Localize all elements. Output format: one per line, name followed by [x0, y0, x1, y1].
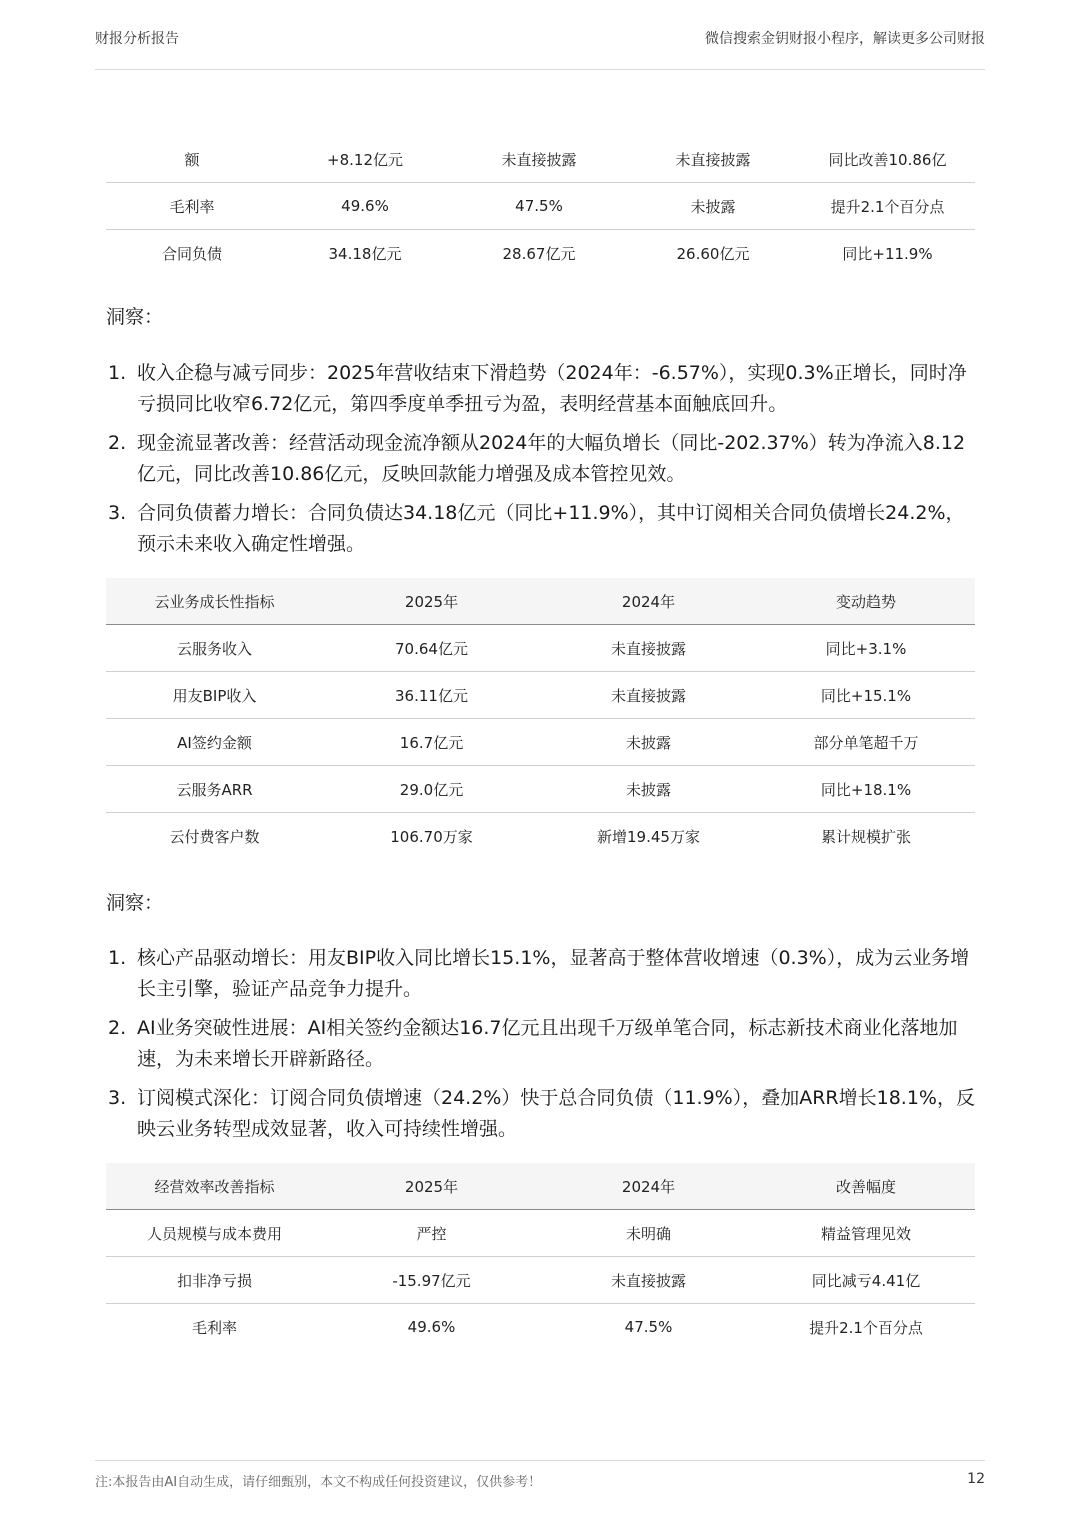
- table-cell: 49.6%: [278, 183, 452, 230]
- insights-list: [106, 943, 976, 1153]
- table-cell: 未明确: [540, 1210, 757, 1257]
- table-cell: 同比+11.9%: [842, 244, 933, 263]
- column-header: 云业务成长性指标: [106, 578, 323, 625]
- column-header: 2024年: [540, 1163, 757, 1210]
- table-cell: 同比+15.1%: [757, 672, 975, 719]
- header-divider: [95, 69, 985, 70]
- table-cell: -15.97亿元: [323, 1257, 540, 1304]
- list-number: 1.: [108, 362, 127, 384]
- table-cell: 同比+18.1%: [757, 766, 975, 813]
- table-cell: 未直接披露: [540, 625, 757, 672]
- table-cell: 云服务收入: [106, 625, 323, 672]
- list-text: 订阅模式深化：订阅合同负债增速（24.2%）快于总合同负债（11.9%），叠加ARR增长18.1%，反映云业务转型成效显著，收入可持续性增强。: [137, 1087, 975, 1140]
- table-cell: 云付费客户数: [169, 827, 260, 846]
- list-text: 收入企稳与减亏同步：2025年营收结束下滑趋势（2024年：-6.57%），实现0.3%正增长，同时净亏损同比收窄6.72亿元，第四季度单季扭亏为盈，表明经营基本面触底回升。: [137, 362, 967, 415]
- table-cell: 扣非净亏损: [106, 1257, 323, 1304]
- table-cell: 合同负债: [161, 244, 222, 263]
- table-cell: 用友BIP收入: [106, 672, 323, 719]
- table-row: [106, 183, 975, 230]
- list-item: [106, 498, 976, 560]
- table-cell: 70.64亿元: [323, 625, 540, 672]
- column-header: 经营效率改善指标: [106, 1163, 323, 1210]
- table-cell: 47.5%: [624, 1318, 673, 1336]
- table-cell: 36.11亿元: [323, 672, 540, 719]
- table-row: [106, 813, 975, 860]
- footer-divider: [95, 1460, 985, 1461]
- table-cell: 未披露: [626, 183, 800, 230]
- list-text: 现金流显著改善：经营活动现金流净额从2024年的大幅负增长（同比-202.37%）转为净流入8.12亿元，同比改善10.86亿元，反映回款能力增强及成本管控见效。: [137, 432, 966, 485]
- table-cell: 47.5%: [452, 183, 626, 230]
- table-cell: 未直接披露: [540, 1257, 757, 1304]
- table-cell: 未直接披露: [452, 136, 626, 183]
- table-cell: 26.60亿元: [676, 244, 750, 263]
- list-number: 3.: [108, 502, 127, 524]
- cloud-growth-table: [106, 578, 975, 859]
- table-cell: 严控: [323, 1210, 540, 1257]
- table-header-row: [106, 1163, 975, 1210]
- table-cell: 28.67亿元: [502, 244, 576, 263]
- table-cell: 49.6%: [407, 1318, 456, 1336]
- table-cell: 未披露: [540, 719, 757, 766]
- column-header: 2025年: [323, 1163, 540, 1210]
- table-cell: 精益管理见效: [757, 1210, 975, 1257]
- table-cell: 云服务ARR: [106, 766, 323, 813]
- table-cell: 106.70万家: [390, 827, 473, 846]
- page-number: 12: [967, 1471, 985, 1487]
- table-cell: 提升2.1个百分点: [800, 183, 975, 230]
- insights-heading: 洞察：: [106, 892, 164, 914]
- table-row: [106, 672, 975, 719]
- table-cell: 同比+3.1%: [757, 625, 975, 672]
- column-header: 2024年: [540, 578, 757, 625]
- header-promo: 微信搜索金钥财报小程序，解读更多公司财报: [705, 31, 985, 47]
- efficiency-table: [106, 1163, 975, 1350]
- report-title: 财报分析报告: [95, 31, 179, 47]
- table-row: [106, 719, 975, 766]
- list-number: 1.: [108, 947, 127, 969]
- list-number: 2.: [108, 432, 127, 454]
- financial-table-continued: [106, 136, 975, 276]
- table-cell: 同比改善10.86亿: [800, 136, 975, 183]
- table-cell: AI签约金额: [106, 719, 323, 766]
- disclaimer: 注:本报告由AI自动生成，请仔细甄别，本文不构成任何投资建议，仅供参考！: [95, 1475, 542, 1490]
- list-item: [106, 358, 976, 420]
- column-header: 改善幅度: [757, 1163, 975, 1210]
- list-item: [106, 943, 976, 1005]
- table-cell: +8.12亿元: [278, 136, 452, 183]
- table-cell: 29.0亿元: [323, 766, 540, 813]
- page-footer: [95, 1471, 985, 1491]
- table-cell: 毛利率: [106, 183, 278, 230]
- table-header-row: [106, 578, 975, 625]
- table-cell: 累计规模扩张: [820, 827, 911, 846]
- table-cell: 人员规模与成本费用: [106, 1210, 323, 1257]
- table-cell: 34.18亿元: [328, 244, 402, 263]
- insights-list: [106, 358, 976, 568]
- table-row: [106, 230, 975, 277]
- list-item: [106, 428, 976, 490]
- table-cell: 16.7亿元: [323, 719, 540, 766]
- table-cell: 未披露: [540, 766, 757, 813]
- table-cell: 毛利率: [191, 1318, 237, 1337]
- table-cell: 提升2.1个百分点: [809, 1318, 923, 1337]
- column-header: 变动趋势: [757, 578, 975, 625]
- table-cell: 新增19.45万家: [597, 827, 700, 846]
- column-header: 2025年: [323, 578, 540, 625]
- table-cell: 部分单笔超千万: [757, 719, 975, 766]
- page-header: [95, 28, 985, 50]
- table-row: [106, 766, 975, 813]
- list-number: 3.: [108, 1087, 127, 1109]
- list-text: 核心产品驱动增长：用友BIP收入同比增长15.1%，显著高于整体营收增速（0.3%），成为云业务增长主引擎，验证产品竞争力提升。: [137, 947, 970, 1000]
- table-row: [106, 1210, 975, 1257]
- table-cell: 未直接披露: [626, 136, 800, 183]
- table-row: [106, 136, 975, 183]
- insights-heading: 洞察：: [106, 306, 164, 328]
- table-row: [106, 1304, 975, 1351]
- list-number: 2.: [108, 1017, 127, 1039]
- list-text: AI业务突破性进展：AI相关签约金额达16.7亿元且出现千万级单笔合同，标志新技术商业化落地加速，为未来增长开辟新路径。: [137, 1017, 958, 1070]
- table-cell: 同比减亏4.41亿: [757, 1257, 975, 1304]
- list-item: [106, 1083, 976, 1145]
- list-text: 合同负债蓄力增长：合同负债达34.18亿元（同比+11.9%），其中订阅相关合同负债增长24.2%，预示未来收入确定性增强。: [137, 502, 965, 555]
- table-cell: 额: [106, 136, 278, 183]
- table-row: [106, 625, 975, 672]
- table-row: [106, 1257, 975, 1304]
- list-item: [106, 1013, 976, 1075]
- table-cell: 未直接披露: [540, 672, 757, 719]
